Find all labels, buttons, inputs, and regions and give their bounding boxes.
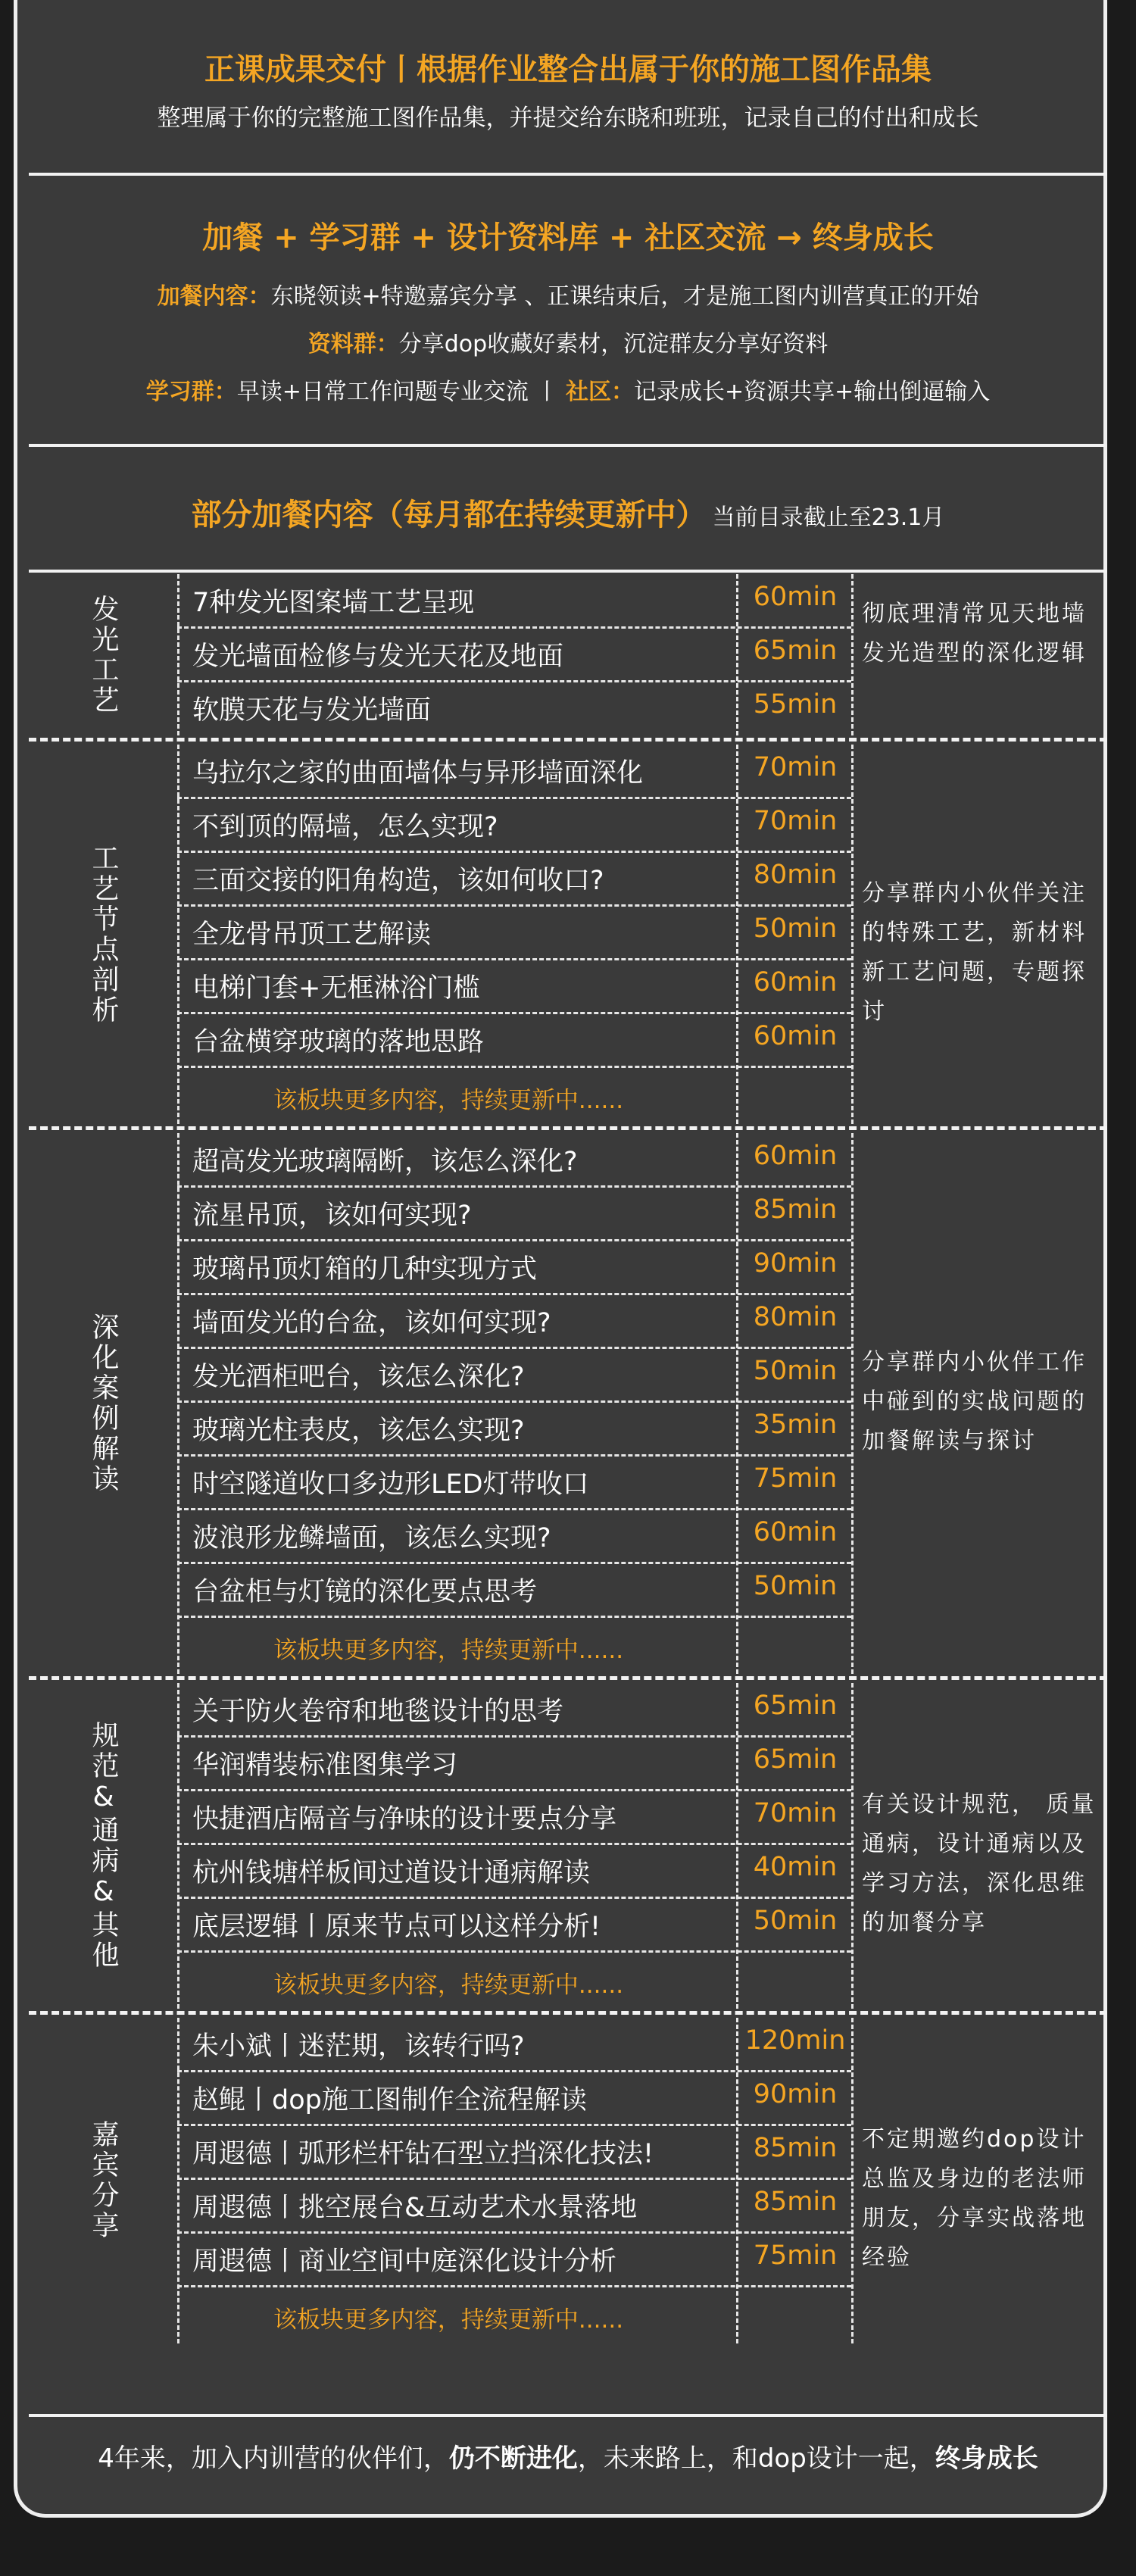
course-title: 快捷酒店隔音与净味的设计要点分享: [192, 1804, 617, 1834]
more-content-note: 该板块更多内容，持续更新中......: [273, 1087, 624, 1114]
course-title: 关于防火卷帘和地毯设计的思考: [192, 1697, 564, 1727]
course-row: [177, 906, 851, 960]
section-title: [0, 491, 1136, 534]
course-title: 底层逻辑丨原来节点可以这样分析!: [192, 1912, 601, 1942]
course-row: [177, 798, 851, 852]
course-title: 全龙骨吊顶工艺解读: [192, 920, 432, 950]
course-duration: 65min: [753, 1691, 838, 1721]
course-title: 发光酒柜吧台，该怎么深化?: [192, 1362, 525, 1392]
course-row: [177, 852, 851, 906]
course-row: [177, 745, 851, 798]
row-divider: [177, 1950, 851, 1953]
course-duration: 50min: [753, 1356, 838, 1386]
course-title: 华润精装标准图集学习: [192, 1750, 458, 1781]
course-title: 台盆柜与灯镜的深化要点思考: [192, 1577, 538, 1607]
growth-line-content: [0, 277, 1136, 311]
column-divider: [851, 1683, 854, 2009]
course-duration: 80min: [753, 1302, 838, 1332]
footer-text-1: 4年来，加入内训营的伙伴们，: [98, 2443, 449, 2474]
course-title: 波浪形龙鳞墙面，该怎么实现?: [192, 1523, 551, 1553]
course-duration: 35min: [753, 1410, 838, 1440]
section-note: 当前目录截止至23.1月: [712, 504, 945, 531]
course-duration: 90min: [753, 1248, 838, 1279]
course-row: [177, 2018, 851, 2072]
footer-text-2: ，未来路上，和dop设计一起，: [577, 2443, 935, 2474]
course-row: [177, 2072, 851, 2125]
course-title: 周遐德丨商业空间中庭深化设计分析: [192, 2247, 617, 2277]
course-duration: 50min: [753, 913, 838, 944]
column-divider: [851, 2018, 854, 2343]
course-duration: 50min: [753, 1906, 838, 1936]
row-divider: [177, 1616, 851, 1618]
course-row: [177, 1294, 851, 1348]
table-top-border: [29, 570, 1107, 573]
course-row: [177, 1348, 851, 1402]
course-duration: 60min: [753, 967, 838, 998]
growth-line-study-label: 学习群：: [145, 379, 237, 405]
course-title: 台盆横穿玻璃的落地思路: [192, 1027, 485, 1057]
group-description: 有关设计规范， 质量通病，设计通病以及学习方法，深化思维的加餐分享: [862, 1791, 1097, 1936]
course-row: [177, 1683, 851, 1737]
course-title: 超高发光玻璃隔断，该怎么深化?: [192, 1147, 578, 1177]
more-content-note: 该板块更多内容，持续更新中......: [273, 1637, 624, 1664]
course-title: 墙面发光的台盆，该如何实现?: [192, 1308, 551, 1338]
course-row: [177, 1456, 851, 1510]
more-content-note: 该板块更多内容，持续更新中......: [273, 2306, 624, 2334]
course-row: [177, 2125, 851, 2179]
course-title: 7种发光图案墙工艺呈现: [192, 588, 475, 618]
category-label: 发光工艺: [88, 594, 119, 716]
divider: [29, 173, 1107, 176]
course-title: 周遐德丨弧形栏杆钻石型立挡深化技法!: [192, 2139, 654, 2169]
more-content-note: 该板块更多内容，持续更新中......: [273, 1972, 624, 1999]
course-row: [177, 1898, 851, 1952]
column-divider: [851, 745, 854, 1124]
course-title: 玻璃光柱表皮，该怎么实现?: [192, 1416, 525, 1446]
column-divider: [851, 574, 854, 735]
section-title-text: 部分加餐内容（每月都在持续更新中）: [191, 498, 707, 532]
course-row: [177, 574, 851, 628]
course-row: [177, 1187, 851, 1241]
course-duration: 80min: [753, 860, 838, 890]
growth-line-content-text: 东晓领读+特邀嘉宾分享 、正课结束后，才是施工图内训营真正的开始: [270, 283, 979, 310]
course-duration: 60min: [753, 1141, 838, 1171]
course-row: [177, 1791, 851, 1844]
course-title: 软膜天花与发光墙面: [192, 695, 432, 726]
course-row: [177, 1241, 851, 1294]
course-title: 周遐德丨挑空展台&互动艺术水景落地: [192, 2193, 638, 2223]
course-duration: 85min: [753, 2187, 838, 2217]
course-duration: 50min: [753, 1571, 838, 1601]
course-duration: 75min: [753, 1463, 838, 1494]
group-divider: [29, 1126, 1107, 1130]
course-duration: 60min: [753, 582, 838, 612]
course-row: [177, 1133, 851, 1187]
footer-slogan: [0, 2437, 1136, 2475]
course-row: [177, 960, 851, 1013]
header-subtitle: 整理属于你的完整施工图作品集，并提交给东晓和班班，记录自己的付出和成长: [157, 105, 979, 132]
footer-bold-2: 终身成长: [935, 2443, 1038, 2474]
course-row: [177, 2179, 851, 2233]
course-title: 电梯门套+无框淋浴门槛: [192, 973, 480, 1004]
course-duration: 65min: [753, 635, 838, 666]
course-title: 杭州钱塘样板间过道设计通病解读: [192, 1858, 591, 1888]
course-row: [177, 1844, 851, 1898]
growth-line-study-text: 早读+日常工作问题专业交流 丨: [236, 379, 566, 405]
course-title: 发光墙面检修与发光天花及地面: [192, 642, 564, 672]
course-duration: 85min: [753, 1194, 838, 1225]
group-divider: [29, 2011, 1107, 2015]
course-row: [177, 628, 851, 682]
growth-line-community-text: 记录成长+资源共享+输出倒逼输入: [633, 379, 991, 405]
course-title: 朱小斌丨迷茫期，该转行吗?: [192, 2031, 525, 2062]
course-row: [177, 1402, 851, 1456]
course-duration: 70min: [753, 752, 838, 782]
divider: [29, 2414, 1107, 2417]
growth-line-resources: [0, 325, 1136, 358]
course-duration: 70min: [753, 806, 838, 836]
course-duration: 120min: [744, 2025, 846, 2056]
course-row: [177, 1563, 851, 1617]
course-title: 时空隧道收口多边形LED灯带收口: [192, 1469, 589, 1500]
group-description: 不定期邀约dop设计总监及身边的老法师朋友，分享实战落地经验: [862, 2126, 1087, 2271]
growth-title: 加餐 + 学习群 + 设计资料库 + 社区交流 → 终身成长: [202, 220, 934, 255]
course-title: 乌拉尔之家的曲面墙体与异形墙面深化: [192, 758, 644, 788]
row-divider: [177, 2285, 851, 2287]
course-duration: 60min: [753, 1021, 838, 1051]
growth-line-content-label: 加餐内容：: [157, 283, 271, 310]
course-title: 流星吊顶，该如何实现?: [192, 1201, 472, 1231]
category-label: 深化案例解读: [88, 1313, 119, 1494]
growth-line-study: [0, 373, 1136, 406]
course-row: [177, 1510, 851, 1563]
category-label: 规范&通病&其他: [88, 1721, 119, 1971]
course-title: 不到顶的隔墙，怎么实现?: [192, 812, 498, 842]
course-duration: 75min: [753, 2240, 838, 2271]
course-row: [177, 1737, 851, 1791]
growth-line-resources-label: 资料群：: [307, 331, 399, 358]
group-description: 分享群内小伙伴关注的特殊工艺，新材料新工艺问题，专题探讨: [862, 879, 1087, 1025]
course-title: 玻璃吊顶灯箱的几种实现方式: [192, 1254, 538, 1285]
category-label: 嘉宾分享: [88, 2120, 119, 2241]
group-divider: [29, 738, 1107, 742]
course-row: [177, 682, 851, 735]
category-label: 工艺节点剖析: [88, 843, 119, 1026]
course-row: [177, 2233, 851, 2287]
course-duration: 40min: [753, 1852, 838, 1882]
course-title: 三面交接的阳角构造，该如何收口?: [192, 866, 604, 896]
course-table: [29, 570, 1107, 2414]
group-divider: [29, 1676, 1107, 1680]
course-duration: 85min: [753, 2133, 838, 2163]
divider: [29, 444, 1107, 447]
row-divider: [177, 1066, 851, 1068]
header-title: 正课成果交付丨根据作业整合出属于你的施工图作品集: [204, 52, 932, 87]
growth-line-community-label: 社区：: [565, 379, 634, 405]
column-divider: [851, 1133, 854, 1674]
course-title: 赵鲲丨dop施工图制作全流程解读: [192, 2085, 587, 2115]
group-description: 彻底理清常见天地墙发光造型的深化逻辑: [862, 600, 1087, 667]
course-duration: 70min: [753, 1798, 838, 1828]
group-description: 分享群内小伙伴工作中碰到的实战问题的加餐解读与探讨: [862, 1349, 1087, 1454]
course-duration: 60min: [753, 1517, 838, 1547]
course-duration: 65min: [753, 1744, 838, 1775]
course-duration: 55min: [753, 689, 838, 720]
course-duration: 90min: [753, 2079, 838, 2109]
course-row: [177, 1013, 851, 1067]
footer-bold-1: 仍不断进化: [448, 2443, 578, 2474]
growth-line-resources-text: 分享dop收藏好素材，沉淀群友分享好资料: [398, 331, 829, 358]
